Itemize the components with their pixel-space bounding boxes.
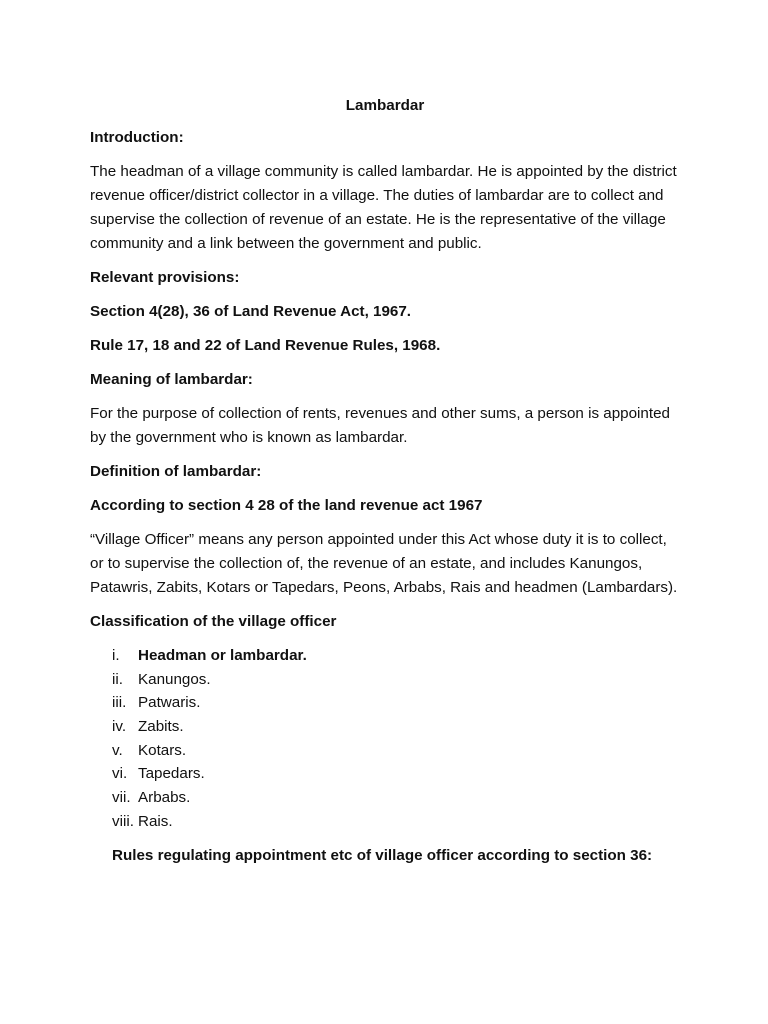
list-item-number: vii. bbox=[112, 789, 131, 807]
relevant-provisions-heading: Relevant provisions: bbox=[90, 269, 240, 286]
list-item bbox=[90, 691, 680, 715]
document-page bbox=[90, 94, 680, 868]
list-item bbox=[90, 762, 680, 786]
list-item-text: Arbabs. bbox=[138, 789, 191, 807]
list-item-number: viii. bbox=[112, 812, 134, 830]
list-item bbox=[90, 644, 680, 668]
list-item bbox=[90, 739, 680, 763]
meaning-text: For the purpose of collection of rents, revenues and other sums, a person is appointed by the government who is known as lambardar. bbox=[90, 405, 670, 446]
definition-heading: Definition of lambardar: bbox=[90, 463, 262, 480]
list-item-text: Kotars. bbox=[138, 741, 187, 759]
list-item-text: Headman or lambardar. bbox=[138, 647, 307, 664]
definition-text: “Village Officer” means any person appointed under this Act whose duty it is to collect, or to supervise the collection of, the revenue of an estate, and includes Kanungos, Patawris, Zabits, Kotars or Tapedars, Peons, Arbabs, Rais and headmen (Lambardars). bbox=[90, 531, 678, 596]
introduction-text: The headman of a village community is called lambardar. He is appointed by the district revenue officer/district collector in a village. The duties of lambardar are to collect and supervise the collection of revenue of an estate. He is the representative of the village community and a link between the government and public. bbox=[90, 163, 677, 252]
definition-subheading: According to section 4 28 of the land revenue act 1967 bbox=[90, 497, 483, 514]
list-item bbox=[90, 668, 680, 692]
list-item-number: iv. bbox=[112, 718, 127, 736]
list-item bbox=[90, 715, 680, 739]
list-item-text: Patwaris. bbox=[138, 694, 201, 712]
list-item-number: v. bbox=[112, 741, 123, 759]
list-item bbox=[90, 786, 680, 810]
provision-rules: Rule 17, 18 and 22 of Land Revenue Rules, 1968. bbox=[90, 337, 441, 354]
list-item-text: Tapedars. bbox=[138, 765, 205, 783]
introduction-heading: Introduction: bbox=[90, 129, 184, 146]
list-item-text: Kanungos. bbox=[138, 670, 211, 688]
document-title: Lambardar bbox=[345, 97, 425, 114]
list-item bbox=[90, 810, 680, 834]
rules-heading: Rules regulating appointment etc of village officer according to section 36: bbox=[112, 846, 653, 864]
list-item-number: i. bbox=[112, 647, 120, 664]
classification-list bbox=[90, 644, 680, 834]
list-item-text: Rais. bbox=[138, 812, 173, 830]
classification-heading: Classification of the village officer bbox=[90, 613, 337, 630]
list-item-text: Zabits. bbox=[138, 718, 184, 736]
meaning-heading: Meaning of lambardar: bbox=[90, 371, 253, 388]
list-item-number: vi. bbox=[112, 765, 128, 783]
provision-section: Section 4(28), 36 of Land Revenue Act, 1967. bbox=[90, 303, 412, 320]
list-item-number: ii. bbox=[112, 670, 123, 688]
list-item-number: iii. bbox=[112, 694, 127, 712]
